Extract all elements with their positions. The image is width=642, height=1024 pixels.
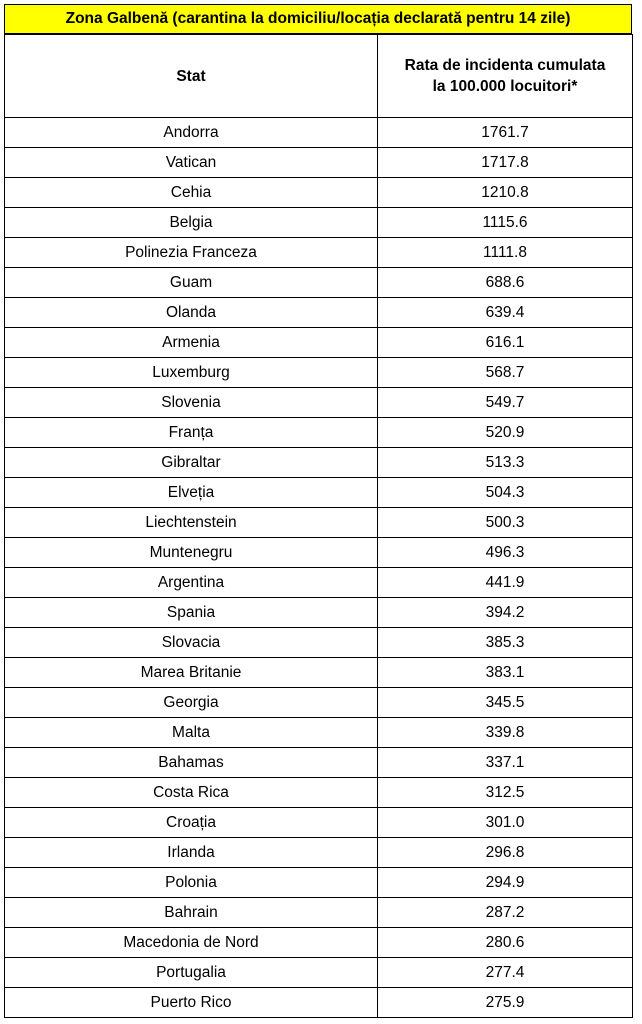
country-cell: Slovacia [5, 628, 378, 658]
country-cell: Bahamas [5, 748, 378, 778]
rate-cell: 345.5 [378, 688, 633, 718]
table-row [5, 388, 633, 418]
table-row [5, 358, 633, 388]
table-row [5, 538, 633, 568]
rate-cell: 504.3 [378, 478, 633, 508]
table-row [5, 688, 633, 718]
country-cell: Marea Britanie [5, 658, 378, 688]
rate-cell: 1210.8 [378, 178, 633, 208]
table-row [5, 508, 633, 538]
yellow-zone-sheet [4, 4, 632, 1018]
country-cell: Georgia [5, 688, 378, 718]
country-cell: Irlanda [5, 838, 378, 868]
header-rate-line2: la 100.000 locuitori* [432, 78, 578, 95]
rate-cell: 394.2 [378, 598, 633, 628]
country-cell: Slovenia [5, 388, 378, 418]
table-row [5, 958, 633, 988]
table-row [5, 238, 633, 268]
table-header-row [5, 35, 633, 118]
country-cell: Polinezia Franceza [5, 238, 378, 268]
table-row [5, 988, 633, 1018]
table-row [5, 478, 633, 508]
country-cell: Cehia [5, 178, 378, 208]
table-row [5, 898, 633, 928]
table-row [5, 928, 633, 958]
country-cell: Armenia [5, 328, 378, 358]
table-row [5, 778, 633, 808]
rate-cell: 312.5 [378, 778, 633, 808]
rate-cell: 1761.7 [378, 118, 633, 148]
table-row [5, 658, 633, 688]
rate-cell: 275.9 [378, 988, 633, 1018]
table-row [5, 148, 633, 178]
country-cell: Croația [5, 808, 378, 838]
country-cell: Macedonia de Nord [5, 928, 378, 958]
table-row [5, 418, 633, 448]
table-row [5, 298, 633, 328]
rate-cell: 500.3 [378, 508, 633, 538]
rate-cell: 520.9 [378, 418, 633, 448]
rate-cell: 296.8 [378, 838, 633, 868]
rate-cell: 639.4 [378, 298, 633, 328]
incidence-table [4, 34, 633, 1018]
table-row [5, 448, 633, 478]
country-cell: Polonia [5, 868, 378, 898]
table-row [5, 838, 633, 868]
table-row [5, 268, 633, 298]
rate-cell: 277.4 [378, 958, 633, 988]
table-row [5, 328, 633, 358]
country-cell: Luxemburg [5, 358, 378, 388]
rate-cell: 688.6 [378, 268, 633, 298]
rate-cell: 385.3 [378, 628, 633, 658]
country-cell: Andorra [5, 118, 378, 148]
rate-cell: 287.2 [378, 898, 633, 928]
table-row [5, 868, 633, 898]
rate-cell: 549.7 [378, 388, 633, 418]
table-row [5, 568, 633, 598]
rate-cell: 294.9 [378, 868, 633, 898]
table-row [5, 748, 633, 778]
header-stat: Stat [5, 35, 378, 118]
header-rate [378, 35, 633, 118]
country-cell: Costa Rica [5, 778, 378, 808]
country-cell: Argentina [5, 568, 378, 598]
zone-title-banner: Zona Galbenă (carantina la domiciliu/locația declarată pentru 14 zile) [4, 4, 632, 34]
country-cell: Franța [5, 418, 378, 448]
country-cell: Portugalia [5, 958, 378, 988]
table-row [5, 628, 633, 658]
rate-cell: 616.1 [378, 328, 633, 358]
table-row [5, 718, 633, 748]
table-body [5, 118, 633, 1018]
table-row [5, 178, 633, 208]
rate-cell: 441.9 [378, 568, 633, 598]
rate-cell: 301.0 [378, 808, 633, 838]
rate-cell: 513.3 [378, 448, 633, 478]
rate-cell: 496.3 [378, 538, 633, 568]
rate-cell: 383.1 [378, 658, 633, 688]
country-cell: Belgia [5, 208, 378, 238]
country-cell: Guam [5, 268, 378, 298]
country-cell: Bahrain [5, 898, 378, 928]
country-cell: Vatican [5, 148, 378, 178]
rate-cell: 339.8 [378, 718, 633, 748]
country-cell: Liechtenstein [5, 508, 378, 538]
country-cell: Muntenegru [5, 538, 378, 568]
table-row [5, 808, 633, 838]
country-cell: Puerto Rico [5, 988, 378, 1018]
country-cell: Gibraltar [5, 448, 378, 478]
rate-cell: 337.1 [378, 748, 633, 778]
country-cell: Spania [5, 598, 378, 628]
rate-cell: 1717.8 [378, 148, 633, 178]
table-row [5, 208, 633, 238]
rate-cell: 1111.8 [378, 238, 633, 268]
rate-cell: 280.6 [378, 928, 633, 958]
table-row [5, 118, 633, 148]
table-row [5, 598, 633, 628]
country-cell: Elveția [5, 478, 378, 508]
country-cell: Olanda [5, 298, 378, 328]
country-cell: Malta [5, 718, 378, 748]
rate-cell: 1115.6 [378, 208, 633, 238]
header-rate-line1: Rata de incidenta cumulata [404, 57, 606, 74]
rate-cell: 568.7 [378, 358, 633, 388]
